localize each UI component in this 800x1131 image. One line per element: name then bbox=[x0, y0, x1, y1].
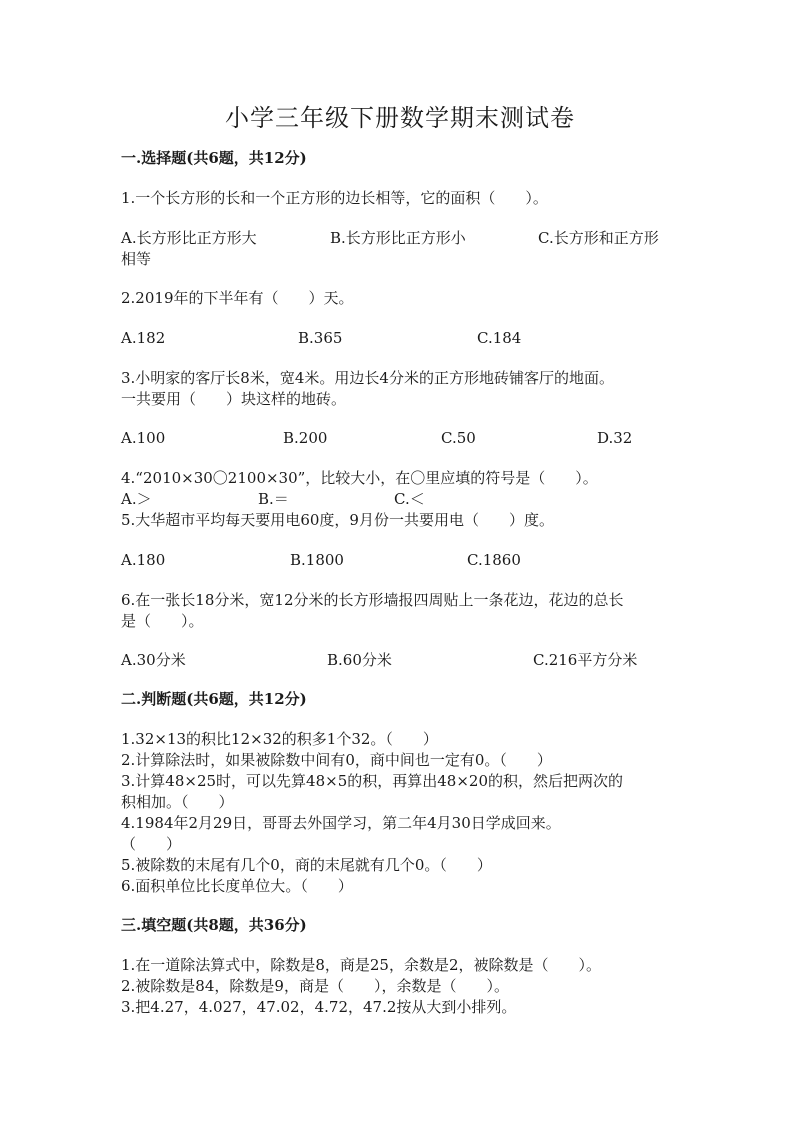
page-title: 小学三年级下册数学期末测试卷 bbox=[225, 104, 575, 132]
section-heading-judgement: 二.判断题(共6题，共12分) bbox=[121, 690, 307, 708]
judgement-line: 3.计算48×25时，可以先算48×5的积，再算出48×20的积，然后把两次的 bbox=[121, 772, 623, 790]
question-stem: 6.在一张长18分米，宽12分米的长方形墙报四周贴上一条花边，花边的总长 bbox=[121, 591, 624, 609]
answer-option: D.32 bbox=[597, 429, 633, 447]
judgement-line: （ ） bbox=[121, 835, 182, 853]
question-stem: 2.2019年的下半年有（ ）天。 bbox=[121, 289, 354, 307]
answer-option: B.长方形比正方形小 bbox=[330, 229, 466, 247]
fill-in-line: 2.被除数是84，除数是9，商是（ ），余数是（ ）。 bbox=[121, 977, 509, 995]
answer-option: B.1800 bbox=[290, 551, 344, 569]
section-heading-choice: 一.选择题(共6题，共12分) bbox=[121, 149, 307, 167]
answer-option: B.＝ bbox=[258, 490, 289, 508]
answer-option: A.30分米 bbox=[121, 651, 186, 669]
judgement-line: 4.1984年2月29日，哥哥去外国学习，第二年4月30日学成回来。 bbox=[121, 814, 561, 832]
question-stem: 4.“2010×30〇2100×30”，比较大小，在〇里应填的符号是（ ）。 bbox=[121, 469, 598, 487]
answer-option: B.365 bbox=[298, 329, 343, 347]
answer-option: B.200 bbox=[283, 429, 328, 447]
answer-option: C.50 bbox=[441, 429, 476, 447]
fill-in-line: 3.把4.27，4.027，47.02，4.72，47.2按从大到小排列。 bbox=[121, 998, 517, 1016]
question-stem-continued: 是（ ）。 bbox=[121, 612, 204, 630]
answer-option: C.184 bbox=[477, 329, 522, 347]
answer-option: A.长方形比正方形大 bbox=[121, 229, 257, 247]
fill-in-line: 1.在一道除法算式中，除数是8，商是25，余数是2，被除数是（ ）。 bbox=[121, 956, 601, 974]
answer-option: A.100 bbox=[121, 429, 166, 447]
judgement-line: 6.面积单位比长度单位大。（ ） bbox=[121, 877, 353, 895]
judgement-line: 积相加。（ ） bbox=[121, 793, 234, 811]
answer-option: C.长方形和正方形 bbox=[538, 229, 659, 247]
answer-option: A.182 bbox=[121, 329, 166, 347]
answer-option: A.＞ bbox=[121, 490, 152, 508]
question-stem: 1.一个长方形的长和一个正方形的边长相等，它的面积（ ）。 bbox=[121, 189, 548, 207]
answer-option-continued: 相等 bbox=[121, 250, 152, 268]
judgement-line: 2.计算除法时，如果被除数中间有0，商中间也一定有0。（ ） bbox=[121, 751, 552, 769]
answer-option: C.1860 bbox=[467, 551, 521, 569]
judgement-line: 5.被除数的末尾有几个0，商的末尾就有几个0。（ ） bbox=[121, 856, 492, 874]
question-stem: 3.小明家的客厅长8米，宽4米。用边长4分米的正方形地砖铺客厅的地面。 bbox=[121, 369, 614, 387]
answer-option: A.180 bbox=[121, 551, 166, 569]
answer-option: C.＜ bbox=[394, 490, 425, 508]
section-heading-fill-in: 三.填空题(共8题，共36分) bbox=[121, 916, 307, 934]
answer-option: C.216平方分米 bbox=[533, 651, 638, 669]
question-stem-continued: 一共要用（ ）块这样的地砖。 bbox=[121, 390, 347, 408]
question-stem: 5.大华超市平均每天要用电60度，9月份一共要用电（ ）度。 bbox=[121, 511, 554, 529]
answer-option: B.60分米 bbox=[327, 651, 392, 669]
judgement-line: 1.32×13的积比12×32的积多1个32。（ ） bbox=[121, 730, 438, 748]
